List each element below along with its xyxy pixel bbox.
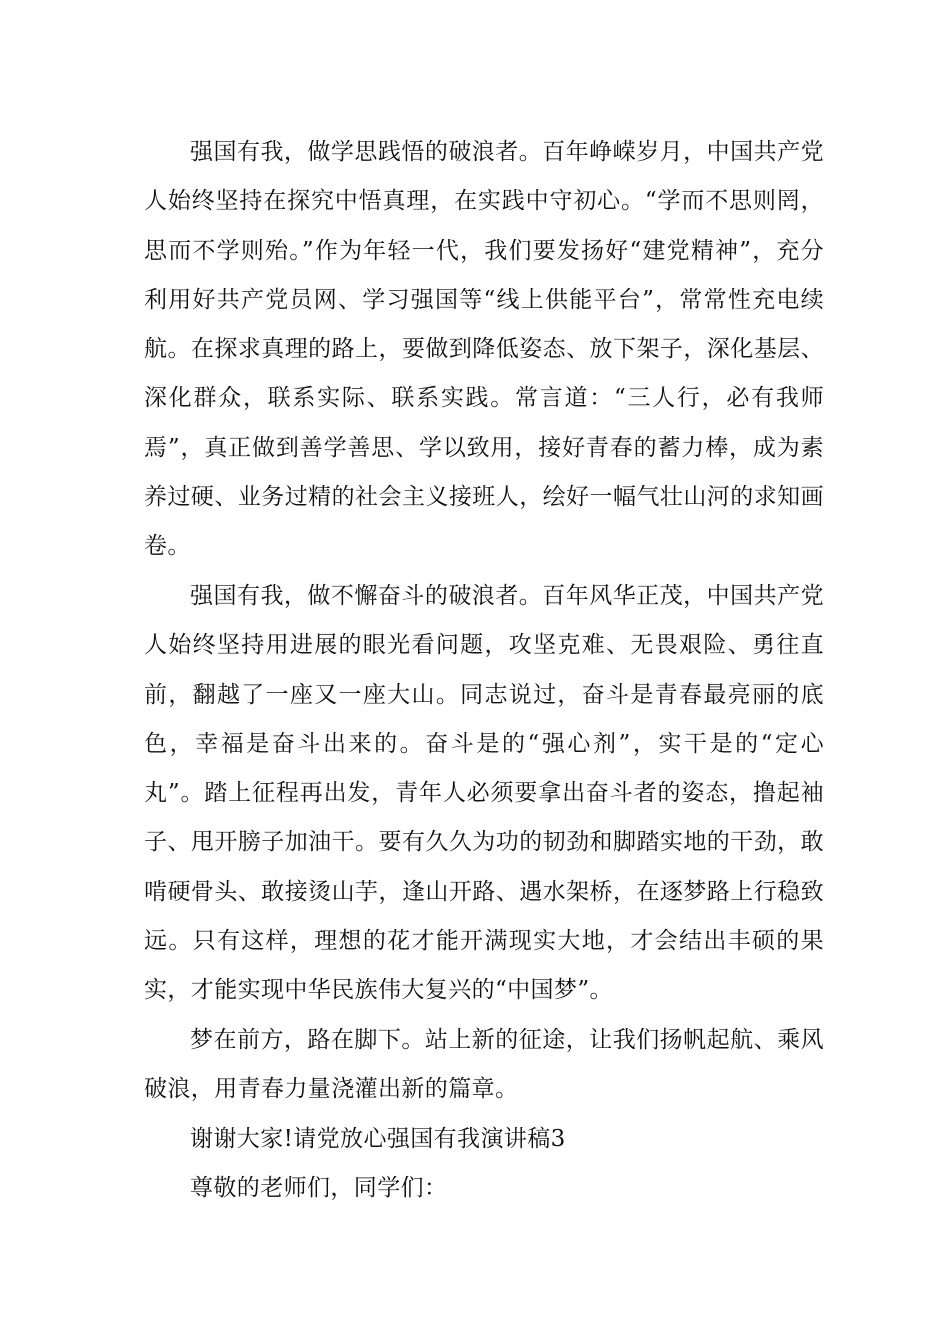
paragraph-struggle: 强国有我，做不懈奋斗的破浪者。百年风华正茂，中国共产党人始终坚持用进展的眼光看问题，攻坚克难、无畏艰险、勇往直前，翻越了一座又一座大山。同志说过，奋斗是青春最亮丽的底色，幸福是奋斗出来的。奋斗是的“强心剂”，实干是的“定心丸”。踏上征程再出发，青年人必须要拿出奋斗者的姿态，撸起袖子、甩开膀子加油干。要有久久为功的韧劲和脚踏实地的干劲，敢啃硬骨头、敢接烫山芋，逢山开路、遇水架桥，在逐梦路上行稳致远。只有这样，理想的花才能开满现实大地，才会结出丰硕的果实，才能实现中华民族伟大复兴的“中国梦”。	[144, 583, 824, 1004]
paragraph-study: 强国有我，做学思践悟的破浪者。百年峥嵘岁月，中国共产党人始终坚持在探究中悟真理，在实践中守初心。“学而不思则罔，思而不学则殆。”作为年轻一代，我们要发扬好“建党精神”，充分利用好共产党员网、学习强国等“线上供能平台”，常常性充电续航。在探求真理的路上，要做到降低姿态、放下架子，深化基层、深化群众，联系实际、联系实践。常言道：“三人行，必有我师焉”，真正做到善学善思、学以致用，接好青春的蓄力棒，成为素养过硬、业务过精的社会主义接班人，绘好一幅气壮山河的求知画卷。	[144, 139, 824, 560]
paragraph-greeting: 尊敬的老师们，同学们：	[190, 1175, 448, 1201]
paragraph-dream: 梦在前方，路在脚下。站上新的征途，让我们扬帆起航、乘风破浪，用青春力量浇灌出新的篇章。	[144, 1027, 824, 1103]
document-page	[144, 128, 824, 1213]
paragraph-thanks: 谢谢大家!请党放心强国有我演讲稿3	[190, 1126, 566, 1152]
